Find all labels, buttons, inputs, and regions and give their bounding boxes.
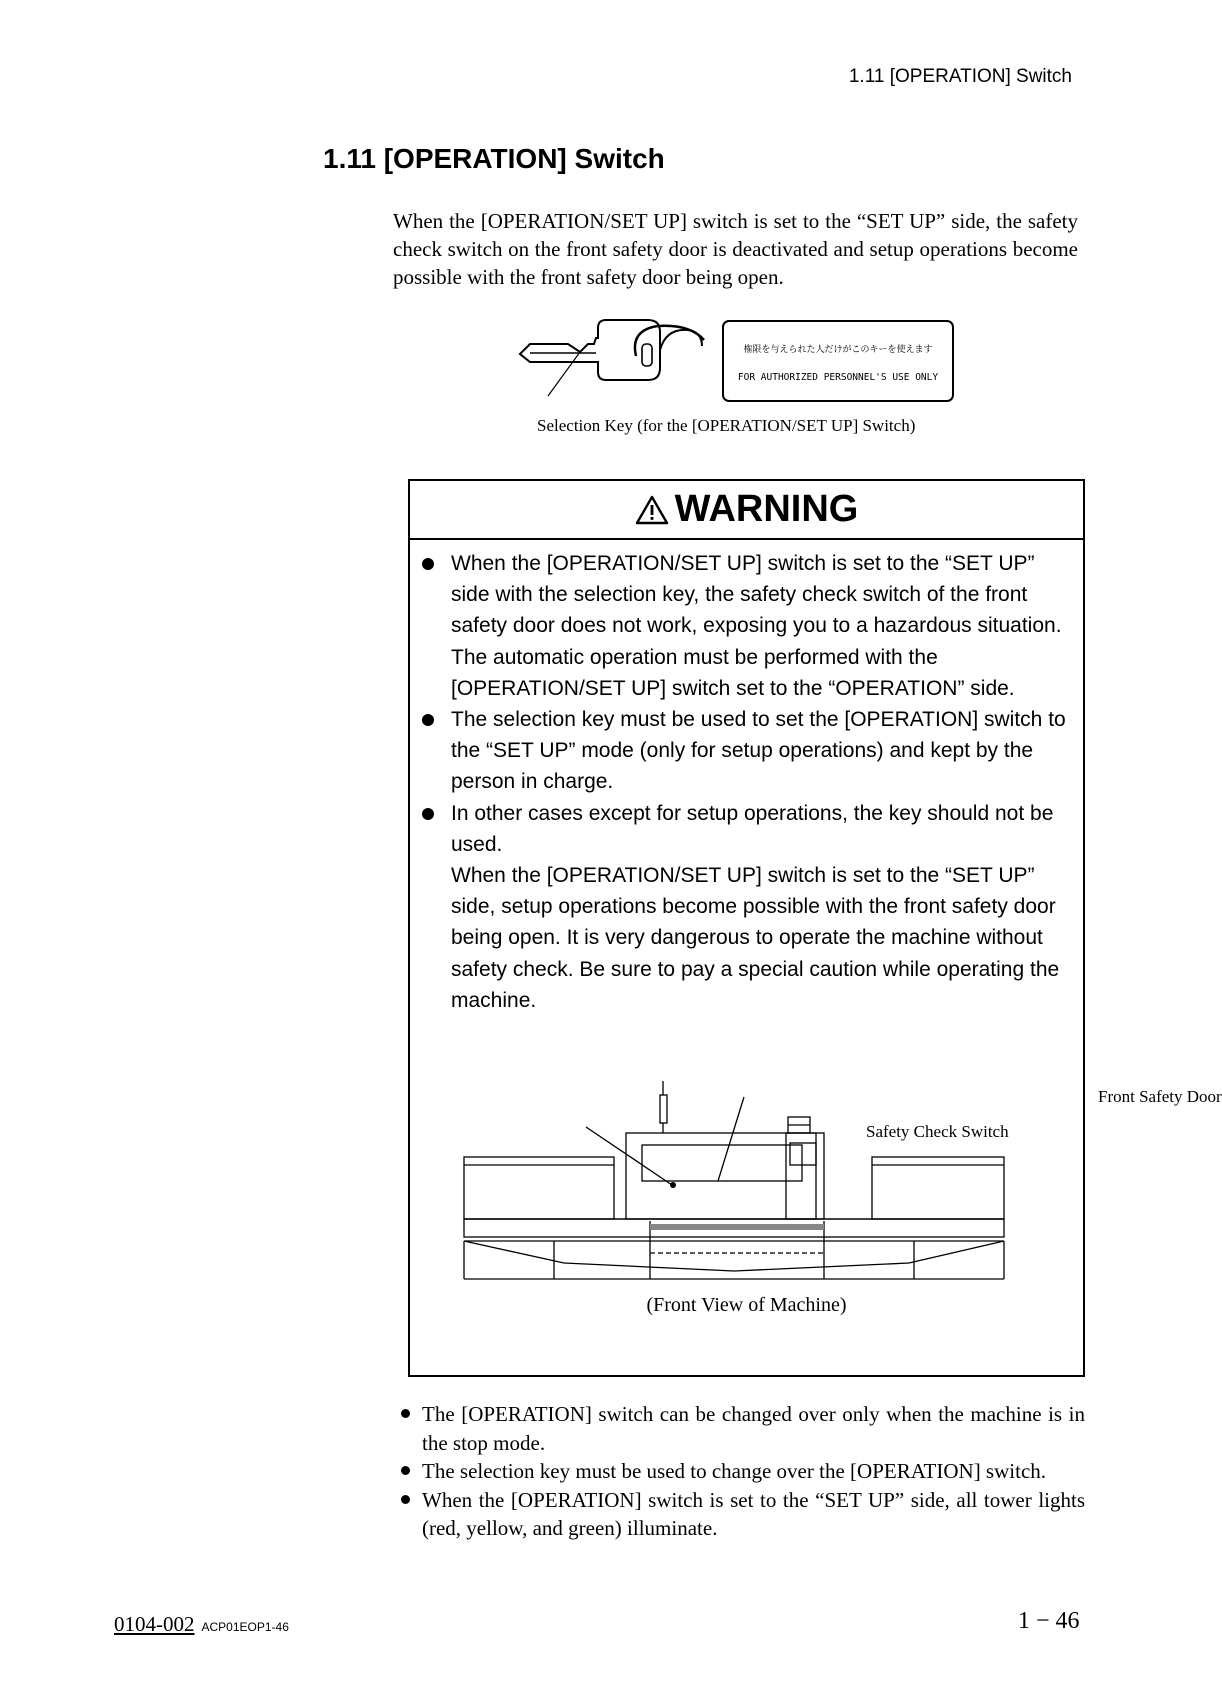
bullet-icon	[401, 1409, 410, 1418]
bullet-icon	[422, 558, 434, 570]
section-title: 1.11 [OPERATION] Switch	[323, 143, 665, 174]
key-tag	[722, 320, 954, 402]
page-number: 1 − 46	[1018, 1608, 1080, 1634]
warning-box	[408, 479, 1222, 1377]
bullet-icon	[401, 1466, 410, 1475]
label-front-safety-door: Front Safety Door	[1098, 1087, 1222, 1106]
key-caption: Selection Key (for the [OPERATION/SET UP] Switch)	[537, 416, 916, 435]
warning-text: In other cases except for setup operations, the key should not be used.	[451, 801, 1054, 856]
note-text: When the [OPERATION] switch is set to the “SET UP” side, all tower lights (red, yellow, and green) illuminate.	[422, 1487, 1085, 1540]
doc-ref: ACP01EOP1-46	[201, 1620, 289, 1634]
note-item	[400, 1486, 1085, 1543]
intro-paragraph: When the [OPERATION/SET UP] switch is set to the “SET UP” side, the safety check switch on the front safety door is deactivated and setup operations become possible with the front safety door being open.	[393, 209, 1078, 289]
warning-text: The selection key must be used to set the [OPERATION] switch to the “SET UP” mode (only for setup operations) and kept by the person in charge.	[451, 708, 1066, 794]
warning-item	[410, 704, 1083, 798]
key-tag-english: FOR AUTHORIZED PERSONNEL'S USE ONLY	[737, 372, 939, 383]
note-text: The selection key must be used to change over the [OPERATION] switch.	[422, 1459, 1047, 1483]
doc-number: 0104-002	[114, 1612, 195, 1636]
warning-text: The automatic operation must be performed with the [OPERATION/SET UP] switch set to the “OPERATION” side.	[451, 645, 1015, 700]
warning-triangle-icon	[635, 495, 669, 525]
bullet-icon	[422, 714, 434, 726]
warning-text: When the [OPERATION/SET UP] switch is set to the “SET UP” side, setup operations become possible with the front safety door being open. It is very dangerous to operate the machine without safety check. Be sure to pay a special caution while operating the machine.	[451, 864, 1060, 1012]
warning-list	[410, 548, 1083, 1016]
selection-key-figure	[518, 316, 954, 416]
warning-title: WARNING	[674, 488, 859, 530]
warning-item	[410, 798, 1083, 1016]
notes-list	[400, 1400, 1085, 1543]
bullet-icon	[422, 808, 434, 820]
machine-front-view-figure	[464, 1081, 1049, 1286]
warning-text: When the [OPERATION/SET UP] switch is set to the “SET UP” side with the selection key, the safety check switch of the front safety door does not work, exposing you to a hazardous situation.	[451, 552, 1062, 638]
note-text: The [OPERATION] switch can be changed over only when the machine is in the stop mode.	[422, 1402, 1085, 1455]
label-safety-check-switch: Safety Check Switch	[866, 1122, 1009, 1141]
warning-item	[410, 548, 1083, 704]
note-item	[400, 1400, 1085, 1457]
machine-caption: (Front View of Machine)	[646, 1294, 847, 1316]
running-header: 1.11 [OPERATION] Switch	[848, 66, 1072, 87]
footer-doc-code	[114, 1612, 289, 1637]
bullet-icon	[401, 1495, 410, 1504]
note-item	[400, 1457, 1085, 1486]
key-tag-japanese: 権限を与えられた人だけがこのキーを使えます	[743, 345, 933, 355]
warning-header	[410, 481, 1083, 540]
